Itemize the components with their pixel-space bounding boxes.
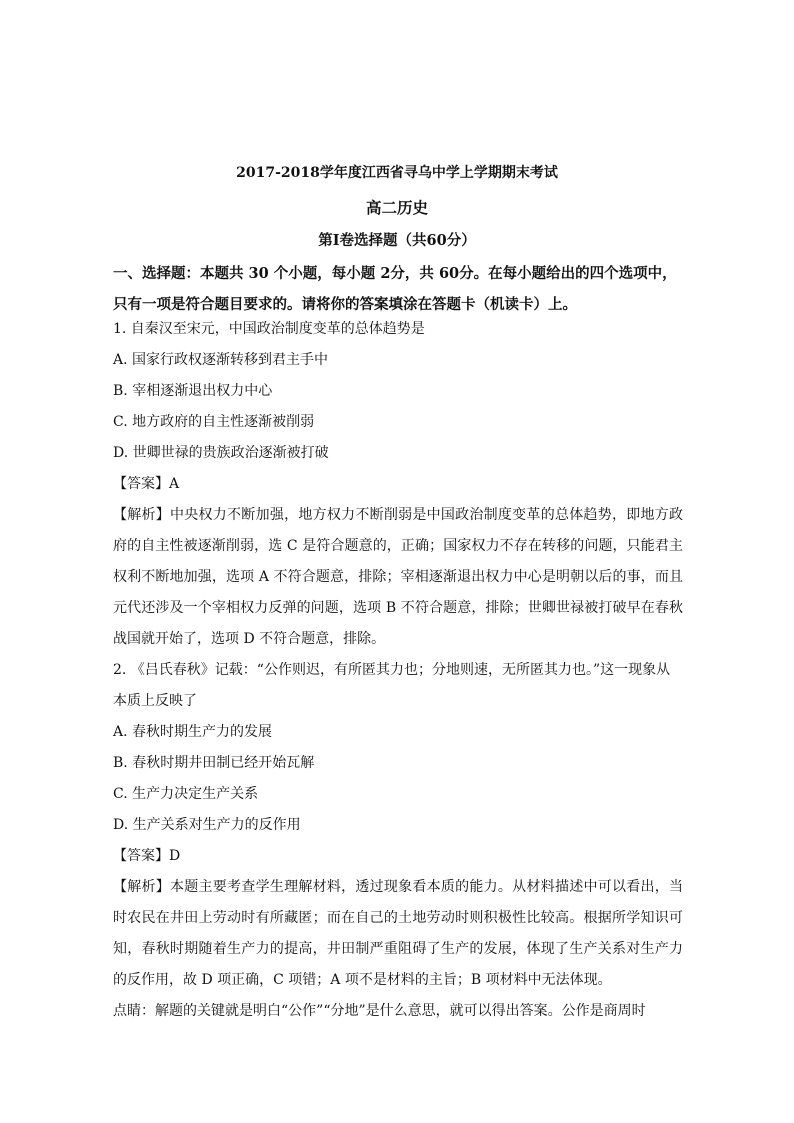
question-list [113,314,683,1027]
question-stem: 2. 《吕氏春秋》记载：“公作则迟，有所匿其力也；分地则速，无所匿其力也。”这一现象从本质上反映了 [113,662,671,709]
option-c: C. 地方政府的自主性逐渐被削弱 [113,414,315,430]
option-d: D. 世卿世禄的贵族政治逐渐被打破 [113,445,329,461]
option-b: B. 春秋时期井田制已经开始瓦解 [113,755,315,771]
option-d: D. 生产关系对生产力的反作用 [113,817,301,833]
option-a: A. 国家行政权逐渐转移到君主手中 [113,352,329,368]
instructions: 一、选择题：本题共 30 个小题，每小题 2分，共 60分。在每小题给出的四个选项中，只有一项是符合题目要求的。请将你的答案填涂在答题卡（机读卡）上。 [113,265,677,313]
question-1 [113,314,683,655]
option-c: C. 生产力决定生产关系 [113,786,259,802]
answer: 【答案】A [113,476,180,492]
analysis: 【解析】本题主要考查学生理解材料，透过现象看本质的能力。从材料描述中可以看出，当时农民在井田上劳动时有所藏匿；而在自己的土地劳动时则积极性比较高。根据所学知识可知，春秋时期随着生产力的提高，井田制严重阻碍了生产的发展，体现了生产关系对生产力的反作用，故 D 项正确，C 项错；A 项不是材料的主旨；B 项材料中无法体现。 [113,879,683,988]
key-note: 点睛：解题的关键就是明白“公作”“分地”是什么意思，就可以得出答案。公作是商周时 [113,1003,646,1019]
analysis: 【解析】中央权力不断加强，地方权力不断削弱是中国政治制度变革的总体趋势，即地方政府的自主性被逐渐削弱，选 C 是符合题意的，正确；国家权力不存在转移的问题，只能君主权利不断地加强，选项 A 不符合题意，排除；宰相逐渐退出权力中心是明朝以后的事，而且元代还涉及一个宰相权力反弹的问题，选项 B 不符合题意，排除；世卿世禄被打破早在春秋战国就开始了，选项 D 不符合题意，排除。 [113,507,683,647]
exam-title: 2017-2018学年度江西省寻乌中学上学期期末考试 [236,165,558,181]
option-b: B. 宰相逐渐退出权力中心 [113,383,273,399]
subject-title: 高二历史 [365,198,428,217]
option-a: A. 春秋时期生产力的发展 [113,724,273,740]
question-stem: 1. 自秦汉至宋元，中国政治制度变革的总体趋势是 [113,321,425,337]
section-title: 第I卷选择题（共60分） [318,232,476,249]
question-2 [113,655,683,1027]
answer: 【答案】D [113,848,181,864]
